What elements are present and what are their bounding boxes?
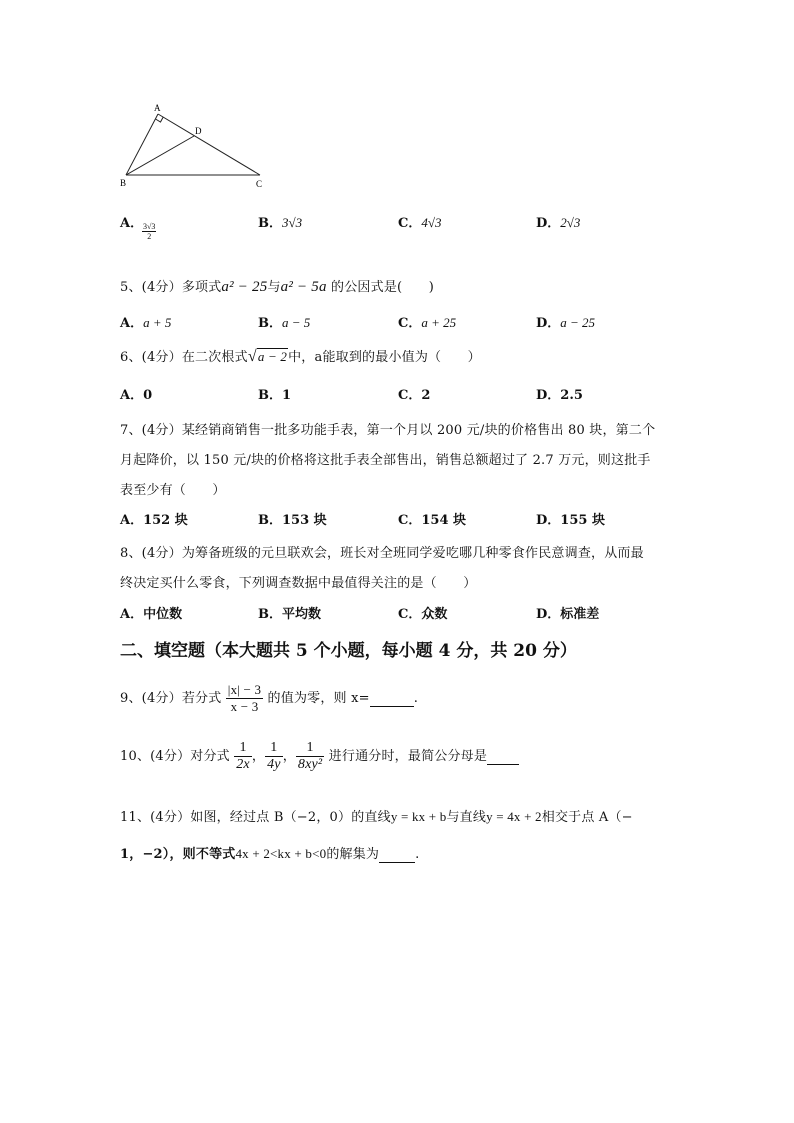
q7-option-c[interactable]: C．154 块 <box>398 513 467 528</box>
q4-option-b[interactable]: B．3√3 <box>258 215 303 231</box>
q8-option-b[interactable]: B．平均数 <box>258 607 322 622</box>
q4-option-a[interactable]: A． <box>120 216 144 231</box>
q4-option-c[interactable]: C．4√3 <box>398 215 442 231</box>
q10-answer-blank[interactable] <box>487 749 519 765</box>
q4-option-d[interactable]: D．2√3 <box>536 215 581 231</box>
question-11-line-2: 1，−2），则不等式4x + 2<kx + b<0的解集为 . <box>120 846 420 862</box>
q9-answer-blank[interactable] <box>370 691 414 707</box>
side-ac <box>158 114 260 175</box>
section-title-fill-in: 二、填空题（本大题共 5 个小题，每小题 4 分，共 20 分） <box>120 641 577 661</box>
question-7-line-1: 7、(4分）某经销商销售一批多功能手表，第一个月以 200 元/块的价格售出 80 块，第二个 <box>120 423 656 438</box>
q5-option-a[interactable]: A．a + 5 <box>120 315 172 331</box>
q5-option-c[interactable]: C．a + 25 <box>398 315 457 331</box>
q7-option-b[interactable]: B．153 块 <box>258 513 327 528</box>
question-8-line-2: 终决定买什么零食，下列调查数据中最值得关注的是（ ） <box>120 576 477 591</box>
question-10: 10、(4分）对分式 $\frac{1}{2x}$ ， $\frac{1}{4y}$ ， $\frac{1}{\text{8xy²}}$ 进行通分时，最简公分母是 <box>120 740 519 773</box>
q11-answer-blank[interactable] <box>379 847 415 863</box>
question-7-line-2: 月起降价，以 150 元/块的价格将这批手表全部售出，销售总额超过了 2.7 万元，则这批手 <box>120 453 651 468</box>
q6-option-a[interactable]: A．0 <box>120 388 153 403</box>
q6-option-b[interactable]: B．1 <box>258 388 292 403</box>
q10-fraction-3: $\frac{1}{\text{8xy²}}$ <box>297 740 323 772</box>
right-angle-mark <box>156 117 164 122</box>
question-11-line-1: 11、(4分）如图，经过点 B（−2，0）的直线y = kx + b与直线y = 4x + 2相交于点 A（− <box>120 809 633 825</box>
triangle-figure <box>118 100 278 195</box>
q6-option-c[interactable]: C．2 <box>398 388 431 403</box>
question-5: 5、(4分）多项式a² − 25与a² − 5a 的公因式是( ) <box>120 279 434 295</box>
q6-option-d[interactable]: D．2.5 <box>536 388 583 403</box>
label-c: C <box>256 179 263 189</box>
q7-option-d[interactable]: D．155 块 <box>536 513 605 528</box>
q9-fraction: $\frac{|x| - 3}{x - 3}$ <box>227 682 262 714</box>
question-8-line-1: 8、(4分）为筹备班级的元旦联欢会，班长对全班同学爱吃哪几种零食作民意调查，从而最 <box>120 546 644 561</box>
q8-option-a[interactable]: A．中位数 <box>120 607 183 622</box>
question-6: 6、(4分）在二次根式√a − 2中，a能取到的最小值为（ ） <box>120 348 481 365</box>
label-b: B <box>120 178 127 188</box>
question-9: 9、(4分）若分式 $\frac{|x| - 3}{x - 3}$ 的值为零，则 x= . <box>120 682 419 714</box>
q10-fraction-1: $\frac{1}{2x}$ <box>236 740 250 772</box>
label-a: A <box>154 103 161 113</box>
question-7-line-3: 表至少有（ ） <box>120 483 226 498</box>
q5-option-b[interactable]: B．a − 5 <box>258 315 311 331</box>
q7-option-a[interactable]: A．152 块 <box>120 513 188 528</box>
q10-fraction-2: $\frac{1}{4y}$ <box>267 740 281 772</box>
q5-option-d[interactable]: D．a − 25 <box>536 315 596 331</box>
q8-option-d[interactable]: D．标准差 <box>536 607 600 622</box>
label-d: D <box>195 126 202 136</box>
q4-option-a-fraction: 3√3 2 <box>143 222 156 241</box>
q8-option-c[interactable]: C．众数 <box>398 607 448 622</box>
